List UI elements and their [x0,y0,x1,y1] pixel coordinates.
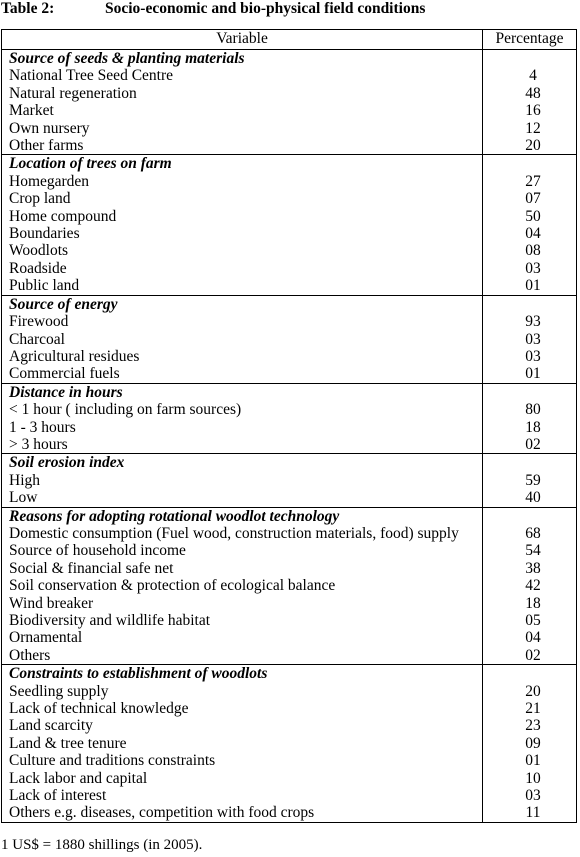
table-row [2,595,577,612]
row-label: National Tree Seed Centre [2,67,483,84]
row-percentage: 03 [483,348,577,365]
table-row [2,717,577,734]
row-label: Soil conservation & protection of ecological balance [2,577,483,594]
row-percentage: 18 [483,419,577,436]
row-label: Lack of interest [2,787,483,804]
row-percentage: 4 [483,67,577,84]
row-label: Woodlots [2,242,483,259]
row-percentage: 04 [483,225,577,242]
percentage-header: Percentage [483,30,577,50]
table-row [2,190,577,207]
row-percentage: 07 [483,190,577,207]
row-label: Ornamental [2,629,483,646]
section-row [2,383,577,401]
row-label: Wind breaker [2,595,483,612]
row-label: Source of household income [2,542,483,559]
table-row [2,313,577,330]
table-row [2,137,577,155]
table-row [2,525,577,542]
section-title: Distance in hours [2,383,483,401]
conditions-table [1,29,577,823]
row-percentage: 12 [483,120,577,137]
table-caption [1,0,425,22]
table-row [2,173,577,190]
table-row [2,348,577,365]
row-label: Own nursery [2,120,483,137]
row-percentage: 23 [483,717,577,734]
section-title: Location of trees on farm [2,155,483,173]
table-row [2,647,577,665]
table-row [2,208,577,225]
row-label: Social & financial safe net [2,560,483,577]
row-percentage: 68 [483,525,577,542]
row-percentage: 05 [483,612,577,629]
table-row [2,67,577,84]
row-percentage: 01 [483,752,577,769]
row-label: Low [2,489,483,507]
row-label: Boundaries [2,225,483,242]
row-percentage: 38 [483,560,577,577]
row-percentage: 20 [483,683,577,700]
row-percentage: 04 [483,629,577,646]
row-percentage: 03 [483,331,577,348]
row-label: Roadside [2,260,483,277]
row-percentage: 01 [483,365,577,383]
row-label: Others e.g. diseases, competition with food crops [2,804,483,822]
row-label: Homegarden [2,173,483,190]
table-row [2,542,577,559]
section-value-cell [483,50,577,68]
header-row [2,30,577,50]
row-label: Domestic consumption (Fuel wood, construction materials, food) supply [2,525,483,542]
variable-header: Variable [2,30,483,50]
row-percentage: 93 [483,313,577,330]
row-label: Culture and traditions constraints [2,752,483,769]
row-percentage: 09 [483,735,577,752]
table-row [2,120,577,137]
row-label: Land & tree tenure [2,735,483,752]
table-number: Table 2: [1,0,55,17]
table-row [2,365,577,383]
section-row [2,454,577,472]
table-row [2,770,577,787]
row-percentage: 21 [483,700,577,717]
section-title: Reasons for adopting rotational woodlot technology [2,507,483,525]
row-percentage: 03 [483,260,577,277]
table-row [2,735,577,752]
footnote: 1 US$ = 1880 shillings (in 2005). [1,837,203,853]
row-percentage: 11 [483,804,577,822]
table-row [2,629,577,646]
section-row [2,507,577,525]
section-value-cell [483,295,577,313]
row-label: Crop land [2,190,483,207]
table-row [2,489,577,507]
table-row [2,787,577,804]
row-percentage: 27 [483,173,577,190]
table-row [2,419,577,436]
table-row [2,700,577,717]
section-value-cell [483,155,577,173]
row-percentage: 10 [483,770,577,787]
table-row [2,401,577,418]
table-row [2,752,577,769]
table-title: Socio-economic and bio-physical field conditions [105,0,426,17]
table-row [2,242,577,259]
table-row [2,102,577,119]
table-row [2,277,577,295]
table-row [2,260,577,277]
row-label: High [2,472,483,489]
row-percentage: 20 [483,137,577,155]
row-label: Natural regeneration [2,85,483,102]
row-percentage: 02 [483,436,577,454]
row-percentage: 16 [483,102,577,119]
row-label: 1 - 3 hours [2,419,483,436]
section-row [2,155,577,173]
row-label: Other farms [2,137,483,155]
row-percentage: 54 [483,542,577,559]
row-percentage: 80 [483,401,577,418]
section-row [2,50,577,68]
row-label: Home compound [2,208,483,225]
section-value-cell [483,383,577,401]
row-label: Others [2,647,483,665]
section-row [2,295,577,313]
table-row [2,225,577,242]
section-title: Source of seeds & planting materials [2,50,483,68]
row-percentage: 40 [483,489,577,507]
section-title: Soil erosion index [2,454,483,472]
table-row [2,85,577,102]
table-row [2,804,577,822]
row-percentage: 59 [483,472,577,489]
row-label: < 1 hour ( including on farm sources) [2,401,483,418]
row-label: Firewood [2,313,483,330]
table-row [2,472,577,489]
row-label: Agricultural residues [2,348,483,365]
row-label: Lack of technical knowledge [2,700,483,717]
table-body [2,50,577,823]
table-row [2,560,577,577]
section-value-cell [483,665,577,683]
row-percentage: 18 [483,595,577,612]
section-value-cell [483,454,577,472]
row-label: Public land [2,277,483,295]
section-title: Source of energy [2,295,483,313]
row-percentage: 08 [483,242,577,259]
section-title: Constraints to establishment of woodlots [2,665,483,683]
row-label: > 3 hours [2,436,483,454]
row-percentage: 03 [483,787,577,804]
table-row [2,436,577,454]
table-row [2,683,577,700]
row-label: Market [2,102,483,119]
section-value-cell [483,507,577,525]
row-percentage: 42 [483,577,577,594]
row-percentage: 01 [483,277,577,295]
row-percentage: 50 [483,208,577,225]
row-label: Land scarcity [2,717,483,734]
table-row [2,331,577,348]
row-label: Lack labor and capital [2,770,483,787]
table-row [2,612,577,629]
table-row [2,577,577,594]
row-label: Seedling supply [2,683,483,700]
row-percentage: 02 [483,647,577,665]
row-percentage: 48 [483,85,577,102]
row-label: Charcoal [2,331,483,348]
section-row [2,665,577,683]
row-label: Biodiversity and wildlife habitat [2,612,483,629]
row-label: Commercial fuels [2,365,483,383]
